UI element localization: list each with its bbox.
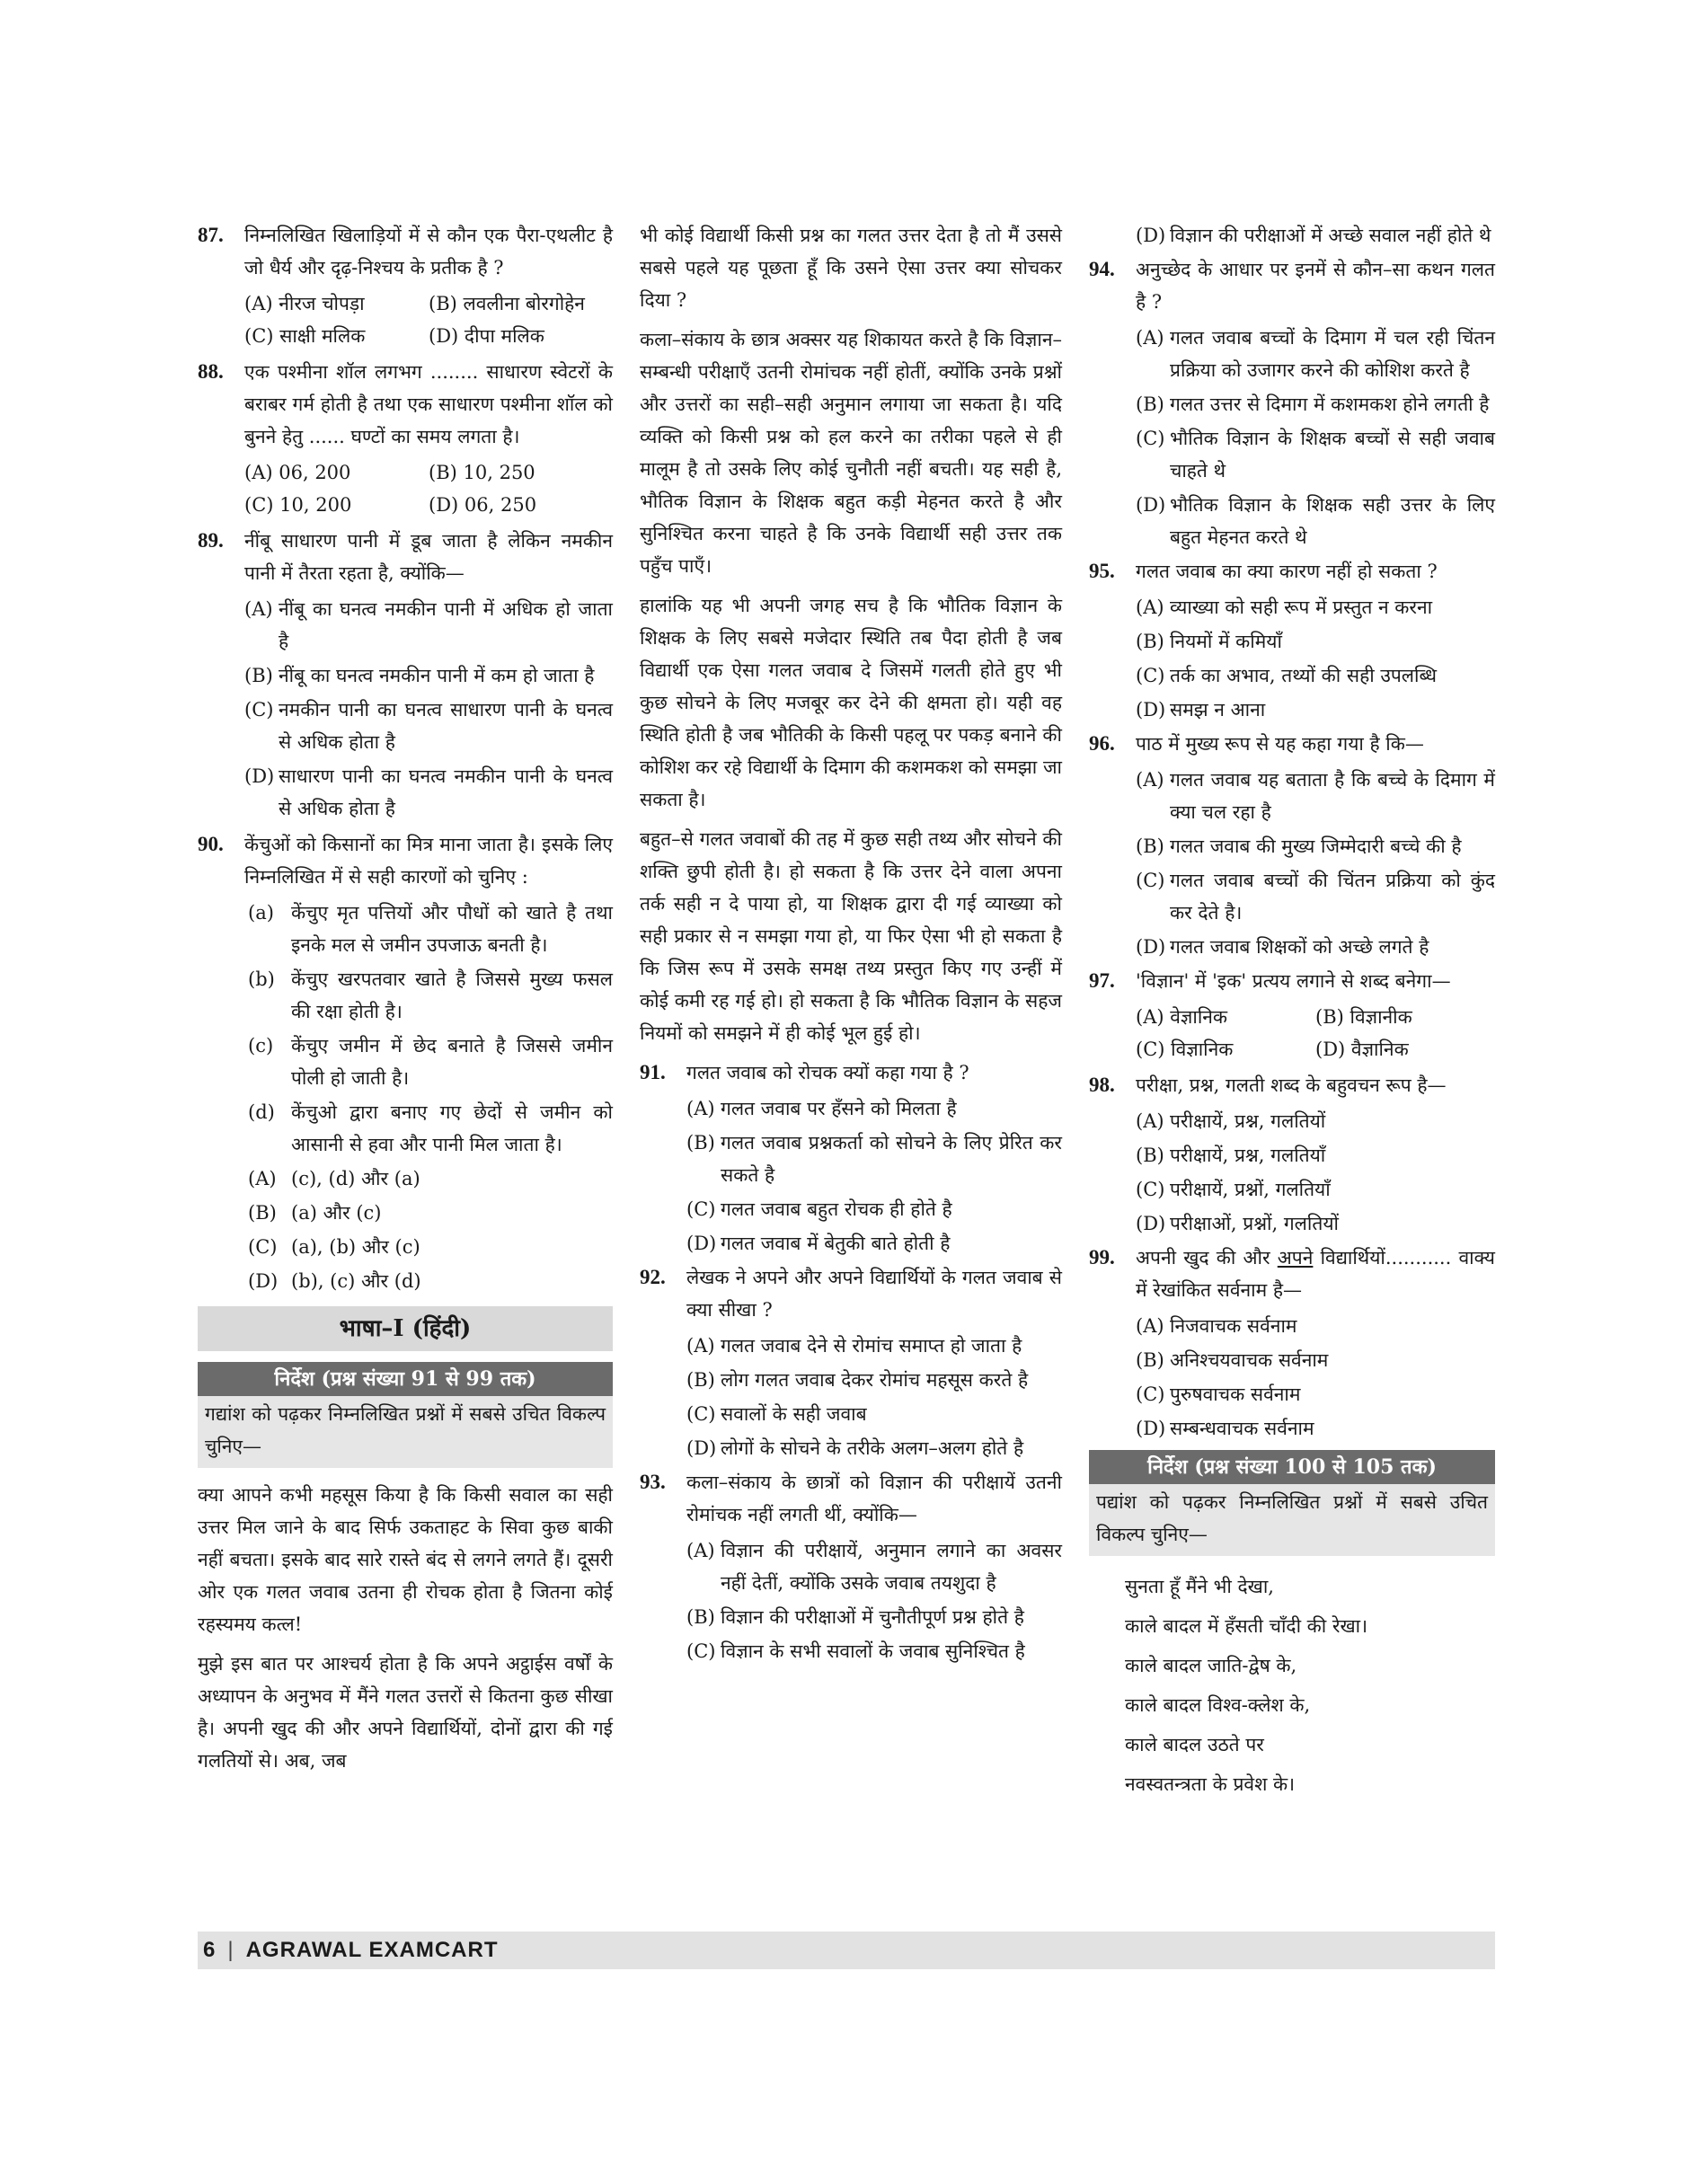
poem-line: काले बादल उठते पर: [1125, 1734, 1264, 1755]
option-c: (C) साक्षी मलिक: [244, 325, 366, 347]
question-91: [640, 1056, 1062, 1089]
question-88: [198, 356, 613, 453]
option-c: (C) विज्ञान के सभी सवालों के जवाब सुनिश्चित है: [686, 1640, 1025, 1662]
column-3: [1089, 219, 1495, 1804]
underlined-pronoun: अपने: [1277, 1247, 1314, 1269]
question-number: 91.: [640, 1061, 666, 1083]
statement-b: (b) केंचुए खरपतवार खाते है जिससे मुख्य फसल की रक्षा होती है।: [248, 968, 613, 1022]
footer-separator: |: [227, 1938, 234, 1962]
passage-paragraph: बहुत–से गलत जवाबों की तह में कुछ सही तथ्य और सोचने की शक्ति छुपी होती है। हो सकता है कि उत्तर देने वाला अपना तर्क सही न दे पाया हो, या शिक्षक द्वारा दी गई व्याख्या को सही प्रकार से न समझा गया हो, या फिर ऐसा भी हो सकता है कि जिस रूप में उसके समक्ष तथ्य प्रस्तुत किए गए उन्हीं में कोई कमी रह गई हो। हो सकता है कि भौतिक विज्ञान के सहज नियमों को समझने में ही कोई भूल हुई हो।: [640, 828, 1062, 1044]
question-number: 99.: [1089, 1246, 1115, 1269]
poem: [1089, 1567, 1495, 1804]
question-92: [640, 1261, 1062, 1326]
question-text: परीक्षा, प्रश्न, गलती शब्द के बहुवचन रूप है—: [1136, 1074, 1447, 1096]
option-d: (D) 06, 250: [429, 494, 537, 516]
option-b: (B) गलत उत्तर से दिमाग में कशमकश होने लगती है: [1136, 393, 1490, 415]
option-c: (C) (a), (b) और (c): [248, 1236, 420, 1258]
question-number: 98.: [1089, 1074, 1115, 1096]
poem-line: काले बादल में हँसती चाँदी की रेखा।: [1125, 1615, 1368, 1637]
question-text: अनुच्छेद के आधार पर इनमें से कौन–सा कथन गलत है ?: [1136, 259, 1495, 313]
publisher-brand: AGRAWAL EXAMCART: [245, 1938, 499, 1962]
section-title: भाषा–I (हिंदी): [198, 1306, 613, 1351]
question-89: [198, 525, 613, 589]
page-number: 6: [203, 1938, 216, 1962]
passage-paragraph: क्या आपने कभी महसूस किया है कि किसी सवाल का सही उत्तर मिल जाने के बाद सिर्फ उकताहट के सिवा कुछ बाकी नहीं बचता। इसके बाद सारे रास्ते बंद से लगने लगते हैं। दूसरी ओर एक गलत जवाब उतना ही रोचक होता है जितना कोई रहस्यमय कत्ल!: [198, 1484, 613, 1635]
question-text: एक पश्मीना शॉल लगभग ........ साधारण स्वेटरों के बराबर गर्म होती है तथा एक साधारण पश्मीना शॉल को बुनने हेतु ...... घण्टों का समय लगता है।: [244, 361, 613, 447]
option-a: (A) गलत जवाब यह बताता है कि बच्चे के दिमाग में क्या चल रहा है: [1136, 769, 1495, 823]
question-number: 95.: [1089, 560, 1115, 582]
question-number: 90.: [198, 833, 224, 855]
option-d: (D) विज्ञान की परीक्षाओं में अच्छे सवाल नहीं होते थे: [1136, 225, 1491, 246]
option-c: (C) गलत जवाब बहुत रोचक ही होते है: [686, 1198, 952, 1220]
option-a: (A) गलत जवाब देने से रोमांच समाप्त हो जाता है: [686, 1335, 1022, 1357]
option-b: (B) अनिश्चयवाचक सर्वनाम: [1136, 1349, 1329, 1371]
statement-c: (c) केंचुए जमीन में छेद बनाते है जिससे जमीन पोली हो जाती है।: [248, 1035, 613, 1089]
option-c: (C) नमकीन पानी का घनत्व साधारण पानी के घनत्व से अधिक होता है: [244, 699, 613, 753]
option-d: (D) (b), (c) और (d): [248, 1270, 421, 1292]
option-d: (D) वैज्ञानिक: [1315, 1039, 1409, 1060]
option-d: (D) परीक्षाओं, प्रश्नों, गलतियों: [1136, 1213, 1339, 1234]
option-c: (C) गलत जवाब बच्चों की चिंतन प्रक्रिया को कुंद कर देते है।: [1136, 870, 1495, 924]
option-b: (B) 10, 250: [429, 462, 535, 483]
question-number: 96.: [1089, 732, 1115, 755]
direction-heading: निर्देश (प्रश्न संख्या 100 से 105 तक): [1089, 1450, 1495, 1484]
option-c: (C) तर्क का अभाव, तथ्यों की सही उपलब्धि: [1136, 665, 1437, 686]
passage-paragraph: कला–संकाय के छात्र अक्सर यह शिकायत करते है कि विज्ञान–सम्बन्धी परीक्षाएँ उतनी रोमांचक नहीं होतीं, क्योंकि उनके प्रश्नों और उत्तरों का सही–सही अनुमान लगाया जा सकता है। यदि व्यक्ति को किसी प्रश्न को हल करने का तरीका पहले से ही मालूम है तो उसके लिए कोई चुनौती नहीं बचती। यह सही है, भौतिक विज्ञान के शिक्षक बहुत कड़ी मेहनत करते है और सुनिश्चित करना चाहते है कि उनके विद्यार्थी सही उत्तर तक पहुँच पाएँ।: [640, 329, 1062, 577]
poem-line: काले बादल जाति-द्वेष के,: [1125, 1655, 1297, 1676]
question-98: [1089, 1069, 1495, 1101]
column-2: [640, 219, 1062, 1669]
question-95: [1089, 555, 1495, 588]
question-text: 'विज्ञान' में 'इक' प्रत्यय लगाने से शब्द बनेगा—: [1136, 970, 1451, 992]
option-b: (B) नींबू का घनत्व नमकीन पानी में कम हो जाता है: [244, 665, 595, 686]
option-a: (A) नीरज चोपड़ा: [244, 293, 365, 314]
question-87: [198, 219, 613, 284]
option-b: (B) परीक्षायें, प्रश्न, गलतियाँ: [1136, 1145, 1326, 1166]
option-b: (B) लोग गलत जवाब देकर रोमांच महसूस करते है: [686, 1369, 1029, 1391]
option-c: (C) परीक्षायें, प्रश्नों, गलतियाँ: [1136, 1179, 1331, 1200]
options-88: [198, 456, 613, 521]
question-97: [1089, 965, 1495, 997]
options-87: [198, 287, 613, 352]
option-b: (B) विज्ञानीक: [1315, 1006, 1412, 1028]
question-94: [1089, 253, 1495, 318]
option-b: (B) गलत जवाब प्रश्नकर्ता को सोचने के लिए प्रेरित कर सकते है: [686, 1132, 1062, 1186]
statement-d: (d) केंचुओ द्वारा बनाए गए छेदों से जमीन को आसानी से हवा और पानी मिल जाता है।: [248, 1101, 613, 1155]
option-a: (A) परीक्षायें, प्रश्न, गलतियों: [1136, 1110, 1326, 1132]
statement-a: (a) केंचुए मृत पत्तियों और पौधों को खाते है तथा इनके मल से जमीन उपजाऊ बनती है।: [248, 902, 613, 956]
question-90: [198, 828, 613, 893]
option-a: (A) गलत जवाब बच्चों के दिमाग में चल रही चिंतन प्रक्रिया को उजागर करने की कोशिश करते है: [1136, 327, 1495, 381]
option-d: (D) साधारण पानी का घनत्व नमकीन पानी के घनत्व से अधिक होता है: [244, 765, 613, 819]
option-a: (A) (c), (d) और (a): [248, 1168, 420, 1189]
passage-paragraph: हालांकि यह भी अपनी जगह सच है कि भौतिक विज्ञान के शिक्षक के लिए सबसे मजेदार स्थिति तब पैदा होती है जब विद्यार्थी एक ऐसा गलत जवाब दे जिसमें गलती होते हुए भी कुछ सोचने के लिए मजबूर कर देने की क्षमता हो। यही वह स्थिति होती है जब भौतिकी के किसी पहलू पर पकड़ बनाने की कोशिश कर रहे विद्यार्थी के दिमाग की कशमकश को समझा जा सकता है।: [640, 595, 1062, 810]
poem-line: नवस्वतन्त्रता के प्रवेश के।: [1125, 1773, 1296, 1795]
option-a: (A) नींबू का घनत्व नमकीन पानी में अधिक हो जाता है: [244, 598, 613, 652]
question-text: गलत जवाब को रोचक क्यों कहा गया है ?: [686, 1062, 969, 1083]
option-d: (D) समझ न आना: [1136, 699, 1266, 720]
poem-line: काले बादल विश्व-क्लेश के,: [1125, 1694, 1311, 1716]
question-number: 97.: [1089, 969, 1115, 992]
option-a: (A) गलत जवाब पर हँसने को मिलता है: [686, 1098, 957, 1119]
option-c: (C) भौतिक विज्ञान के शिक्षक बच्चों से सही जवाब चाहते थे: [1136, 428, 1495, 482]
option-d: (D) भौतिक विज्ञान के शिक्षक सही उत्तर के लिए बहुत मेहनत करते थे: [1136, 494, 1495, 548]
poem-line: सुनता हूँ मैंने भी देखा,: [1125, 1576, 1274, 1597]
options-97: [1089, 1001, 1495, 1065]
option-b: (B) विज्ञान की परीक्षाओं में चुनौतीपूर्ण प्रश्न होते है: [686, 1606, 1024, 1628]
option-c: (C) सवालों के सही जवाब: [686, 1403, 867, 1425]
question-number: 94.: [1089, 258, 1115, 280]
question-text: लेखक ने अपने और अपने विद्यार्थियों के गलत जवाब से क्या सीखा ?: [686, 1267, 1062, 1321]
direction-heading: निर्देश (प्रश्न संख्या 91 से 99 तक): [198, 1362, 613, 1396]
option-b: (B) गलत जवाब की मुख्य जिम्मेदारी बच्चे की है: [1136, 835, 1462, 857]
option-a: (A) निजवाचक सर्वनाम: [1136, 1315, 1297, 1337]
question-text: कला–संकाय के छात्रों को विज्ञान की परीक्षायें उतनी रोमांचक नहीं लगती थीं, क्योंकि—: [686, 1472, 1062, 1525]
option-a: (A) विज्ञान की परीक्षायें, अनुमान लगाने का अवसर नहीं देतीं, क्योंकि उसके जवाब तयशुदा है: [686, 1540, 1062, 1594]
question-text: केंचुओं को किसानों का मित्र माना जाता है। इसके लिए निम्नलिखित में से सही कारणों को चुनिए :: [244, 834, 613, 888]
option-d: (D) सम्बन्धवाचक सर्वनाम: [1136, 1418, 1314, 1439]
option-d: (D) दीपा मलिक: [429, 325, 544, 347]
question-text: निम्नलिखित खिलाड़ियों में से कौन एक पैरा-एथलीट है जो धैर्य और दृढ़-निश्चय के प्रतीक है ?: [244, 225, 613, 278]
option-d: (D) लोगों के सोचने के तरीके अलग–अलग होते है: [686, 1437, 1024, 1459]
direction-text: पद्यांश को पढ़कर निम्नलिखित प्रश्नों में सबसे उचित विकल्प चुनिए—: [1089, 1484, 1495, 1556]
question-number: 93.: [640, 1471, 666, 1493]
question-number: 87.: [198, 224, 224, 246]
option-c: (C) विज्ञानिक: [1136, 1039, 1234, 1060]
question-text: गलत जवाब का क्या कारण नहीं हो सकता ?: [1136, 561, 1438, 582]
question-number: 88.: [198, 360, 224, 383]
question-text: पाठ में मुख्य रूप से यह कहा गया है कि—: [1136, 733, 1424, 755]
question-99: [1089, 1242, 1495, 1306]
question-93: [640, 1466, 1062, 1531]
question-number: 92.: [640, 1266, 666, 1288]
option-d: (D) गलत जवाब में बेतुकी बाते होती है: [686, 1233, 951, 1254]
option-c: (C) 10, 200: [244, 494, 352, 516]
option-b: (B) (a) और (c): [248, 1202, 382, 1224]
option-b: (B) नियमों में कमियाँ: [1136, 631, 1282, 652]
question-text: नींबू साधारण पानी में डूब जाता है लेकिन नमकीन पानी में तैरता रहता है, क्योंकि—: [244, 530, 613, 584]
passage-paragraph: भी कोई विद्यार्थी किसी प्रश्न का गलत उत्तर देता है तो मैं उससे सबसे पहले यह पूछता हूँ कि उसने ऐसा उत्तर क्या सोचकर दिया ?: [640, 225, 1062, 311]
option-a: (A) व्याख्या को सही रूप में प्रस्तुत न करना: [1136, 597, 1433, 618]
question-96: [1089, 728, 1495, 760]
option-a: (A) वेज्ञानिक: [1136, 1006, 1228, 1028]
option-c: (C) पुरुषवाचक सर्वनाम: [1136, 1383, 1301, 1405]
page-footer: [198, 1932, 1495, 1969]
column-1: [198, 219, 613, 1784]
direction-text: गद्यांश को पढ़कर निम्नलिखित प्रश्नों में सबसे उचित विकल्प चुनिए—: [198, 1396, 613, 1468]
option-a: (A) 06, 200: [244, 462, 351, 483]
option-d: (D) गलत जवाब शिक्षकों को अच्छे लगते है: [1136, 936, 1429, 958]
question-text: अपनी खुद की और अपने विद्यार्थियों........... वाक्य में रेखांकित सर्वनाम है—: [1136, 1247, 1495, 1301]
question-number: 89.: [198, 529, 224, 552]
passage-paragraph: मुझे इस बात पर आश्चर्य होता है कि अपने अट्ठाईस वर्षों के अध्यापन के अनुभव में मैंने गलत उत्तरों से कितना कुछ सीखा है। अपनी खुद की और अपने विद्यार्थियों, दोनों द्वारा की गई गलतियों से। अब, जब: [198, 1653, 613, 1772]
option-b: (B) लवलीना बोरगोहेन: [429, 293, 585, 314]
